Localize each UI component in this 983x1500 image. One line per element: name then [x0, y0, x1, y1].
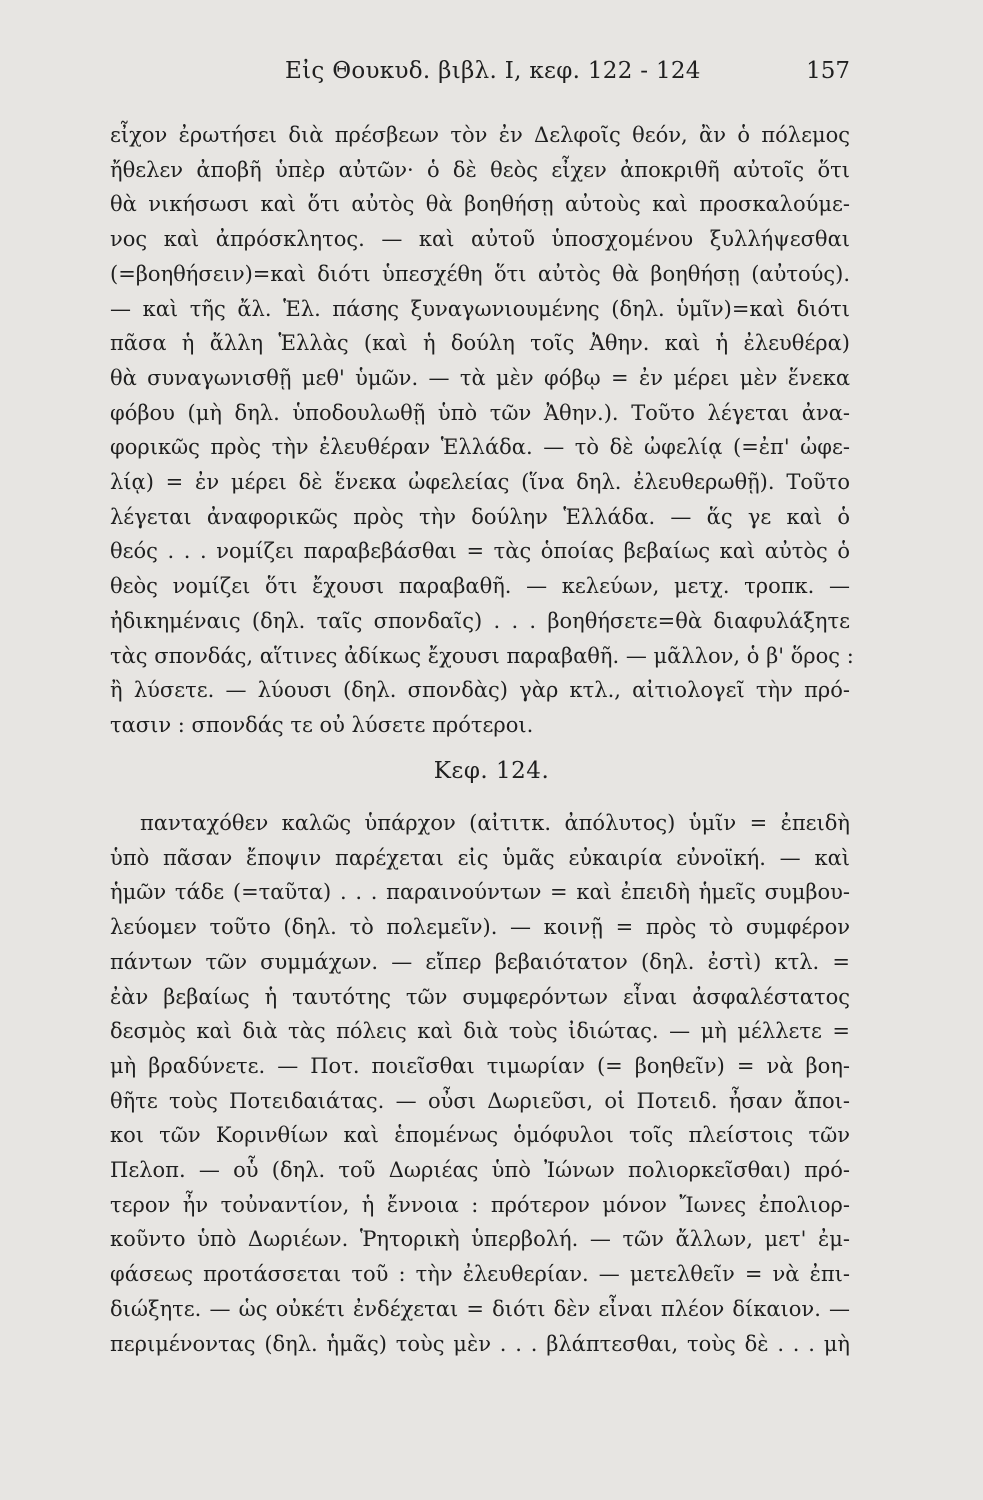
text-line: ἠδικημέναις (δηλ. ταῖς σπονδαῖς) . . . βοηθήσετε=θὰ διαφυλάξητε: [110, 608, 850, 633]
text-line: (=βοηθήσειν)=καὶ διότι ὑπεσχέθη ὅτι αὐτὸς θὰ βοηθήσῃ (αὐτούς).: [110, 261, 850, 286]
text-line: διώξητε. — ὡς οὐκέτι ἐνδέχεται = διότι δὲν εἶναι πλέον δίκαιον. —: [110, 1296, 850, 1321]
text-line: τὰς σπονδάς, αἵτινες ἀδίκως ἔχουσι παραβαθῆ. — μᾶλλον, ὁ β' ὅρος :: [110, 643, 854, 668]
text-line: θὰ συναγωνισθῇ μεθ' ὑμῶν. — τὰ μὲν φόβῳ = ἐν μέρει μὲν ἕνεκα: [110, 365, 850, 390]
text-line: λίᾳ) = ἐν μέρει δὲ ἕνεκα ὠφελείας (ἵνα δηλ. ἐλευθερωθῇ). Τοῦτο: [110, 470, 850, 495]
text-line: ἡμῶν τάδε (=ταῦτα) . . . παραινούντων = καὶ ἐπειδὴ ἡμεῖς συμβου-: [110, 880, 850, 905]
text-line: πᾶσα ἡ ἄλλη Ἑλλὰς (καὶ ἡ δούλη τοῖς Ἀθην. καὶ ἡ ἐλευθέρα): [110, 331, 850, 356]
text-line: μὴ βραδύνετε. — Ποτ. ποιεῖσθαι τιμωρίαν (= βοηθεῖν) = νὰ βοη-: [110, 1053, 850, 1078]
text-line: περιμένοντας (δηλ. ἡμᾶς) τοὺς μὲν . . . βλάπτεσθαι, τοὺς δὲ . . . μὴ: [110, 1331, 850, 1356]
text-line: ὑπὸ πᾶσαν ἔποψιν παρέχεται εἰς ὑμᾶς εὐκαιρία εὐνοϊκή. — καὶ: [110, 845, 850, 870]
page-number: 157: [806, 58, 850, 84]
text-line: φόβου (μὴ δηλ. ὑποδουλωθῇ ὑπὸ τῶν Ἀθην.). Τοῦτο λέγεται ἀνα-: [110, 400, 850, 425]
running-title: Εἰς Θουκυδ. βιβλ. Ι, κεφ. 122 - 124: [285, 58, 701, 84]
text-line: εἶχον ἐρωτήσει διὰ πρέσβεων τὸν ἐν Δελφοῖς θεόν, ἂν ὁ πόλεμος: [110, 123, 850, 147]
text-line: — καὶ τῆς ἄλ. Ἑλ. πάσης ξυναγωνιουμένης (δηλ. ὑμῖν)=καὶ διότι: [110, 296, 850, 321]
text-line: θεὸς νομίζει ὅτι ἔχουσι παραβαθῆ. — κελεύων, μετχ. τροπκ. —: [110, 574, 850, 599]
text-line: κοι τῶν Κορινθίων καὶ ἑπομένως ὁμόφυλοι τοῖς πλείστοις τῶν: [110, 1123, 850, 1148]
text-line: ἤθελεν ἀποβῆ ὑπὲρ αὐτῶν· ὁ δὲ θεὸς εἶχεν ἀποκριθῆ αὐτοῖς ὅτι: [110, 157, 850, 182]
text-line: θὰ νικήσωσι καὶ ὅτι αὐτὸς θὰ βοηθήσῃ αὐτοὺς καὶ προσκαλούμε-: [110, 192, 850, 217]
text-line: κοῦντο ὑπὸ Δωριέων. Ῥητορικὴ ὑπερβολή. — τῶν ἄλλων, μετ' ἐμ-: [110, 1227, 850, 1252]
text-line: ἢ λύσετε. — λύουσι (δηλ. σπονδὰς) γὰρ κτλ., αἰτιολογεῖ τὴν πρό-: [110, 678, 850, 703]
text-line: πανταχόθεν καλῶς ὑπάρχον (αἰτιτκ. ἀπόλυτος) ὑμῖν = ἐπειδὴ: [140, 811, 850, 835]
text-line: φάσεως προτάσσεται τοῦ : τὴν ἐλευθερίαν. — μετελθεῖν = νὰ ἐπι-: [110, 1262, 850, 1287]
text-line: δεσμὸς καὶ διὰ τὰς πόλεις καὶ διὰ τοὺς ἰδιώτας. — μὴ μέλλετε =: [110, 1019, 850, 1044]
text-line: θῆτε τοὺς Ποτειδαιάτας. — οὖσι Δωριεῦσι, οἱ Ποτειδ. ἦσαν ἄποι-: [110, 1088, 850, 1113]
text-line: ἐὰν βεβαίως ἡ ταυτότης τῶν συμφερόντων εἶναι ἀσφαλέστατος: [110, 984, 850, 1009]
text-line: λέγεται ἀναφορικῶς πρὸς τὴν δούλην Ἑλλάδα. — ἅς γε καὶ ὁ: [110, 504, 850, 529]
text-line: Πελοπ. — οὗ (δηλ. τοῦ Δωριέας ὑπὸ Ἰώνων πολιορκεῖσθαι) πρό-: [110, 1158, 850, 1183]
text-line: τασιν : σπονδάς τε οὐ λύσετε πρότεροι.: [110, 712, 534, 737]
page-header: [110, 58, 850, 94]
text-line: τερον ἦν τοὐναντίον, ἡ ἔννοια : πρότερον μόνον Ἴωνες ἐπολιορ-: [110, 1192, 850, 1217]
chapter-heading: Κεφ. 124.: [433, 758, 550, 784]
text-line: θεός . . . νομίζει παραβεβάσθαι = τὰς ὁποίας βεβαίως καὶ αὐτὸς ὁ: [110, 539, 850, 564]
text-line: νος καὶ ἀπρόσκλητος. — καὶ αὐτοῦ ὑποσχομένου ξυλλήψεσθαι: [110, 227, 850, 252]
commentary-paragraph-2: [110, 806, 850, 1361]
text-line: πάντων τῶν συμμάχων. — εἴπερ βεβαιότατον (δηλ. ἐστὶ) κτλ. =: [110, 949, 850, 974]
text-line: φορικῶς πρὸς τὴν ἐλευθέραν Ἑλλάδα. — τὸ δὲ ὠφελίᾳ (=ἐπ' ὠφε-: [110, 435, 850, 460]
text-line: λεύομεν τοῦτο (δηλ. τὸ πολεμεῖν). — κοινῇ = πρὸς τὸ συμφέρον: [110, 915, 850, 940]
commentary-paragraph-1: [110, 118, 854, 743]
